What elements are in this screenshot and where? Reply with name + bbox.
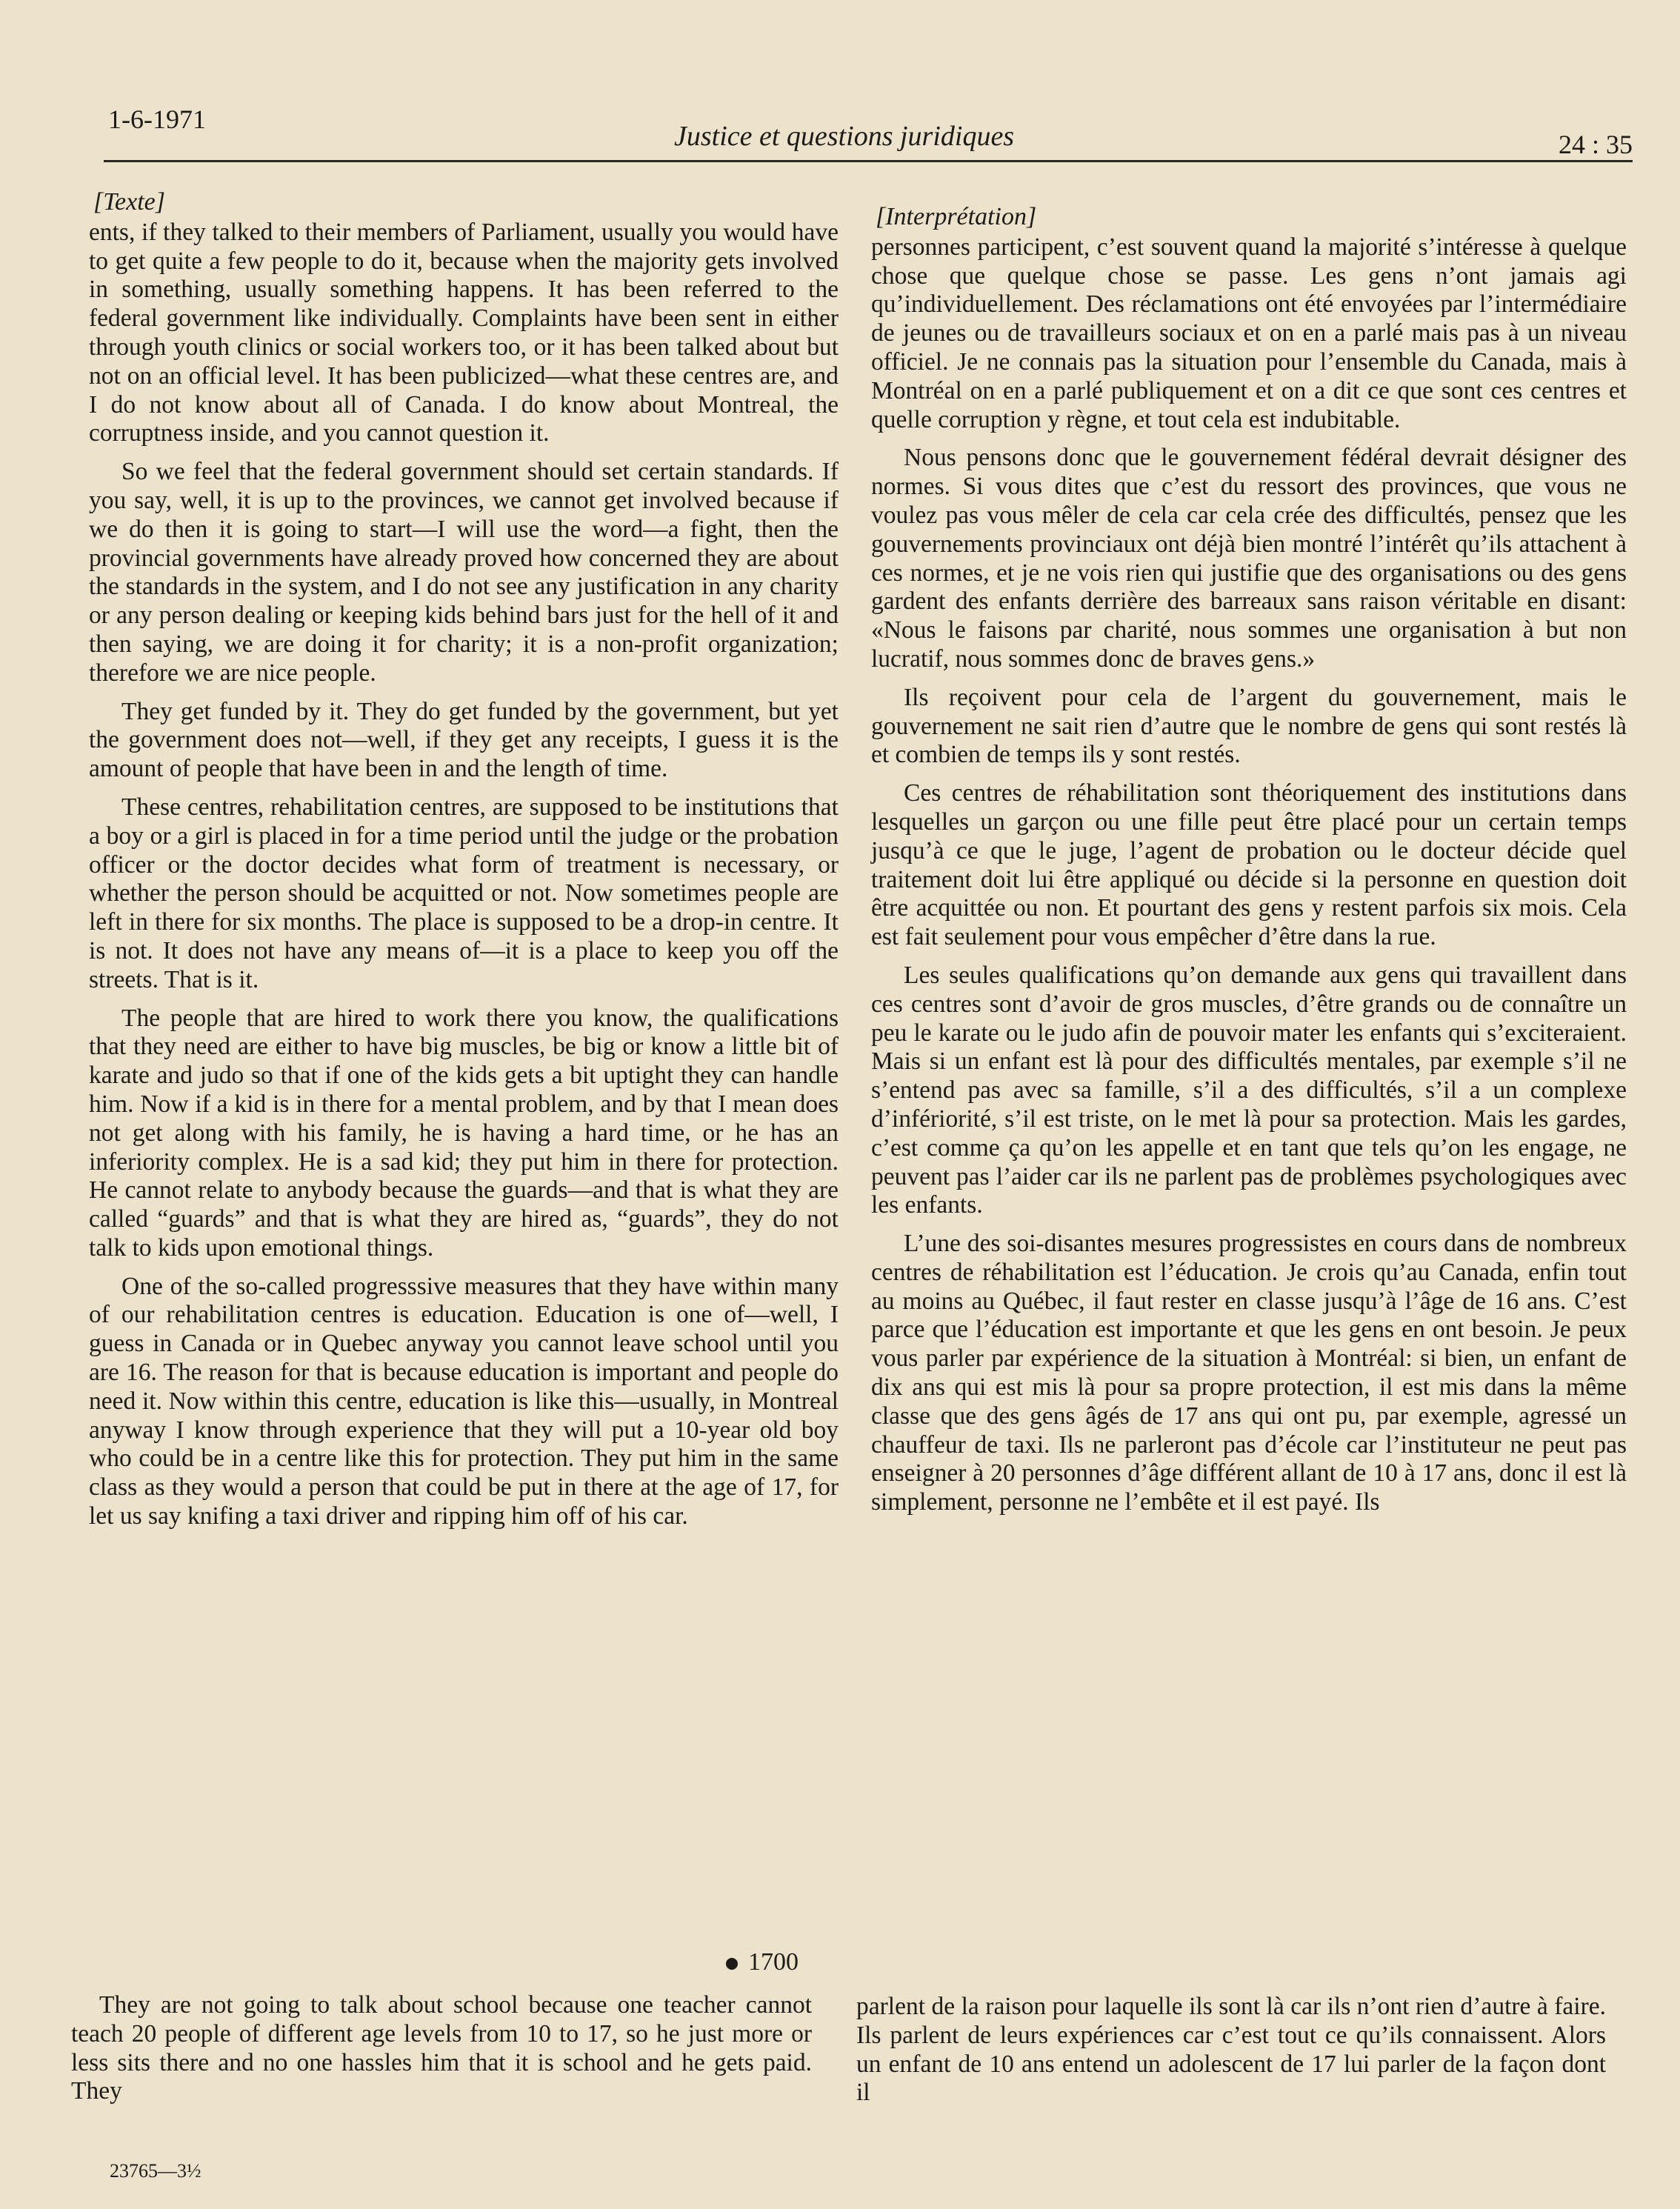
right-paragraph: L’une des soi-disantes mesures progressistes en cours dans de nombreux centres de réhabilitation est l’éducation. Je crois qu’au Canada, enfin tout au moins au Québec, il faut rester en classe jusqu’à l’âge de 16 ans. C’est parce que l’éducation est importante et que les gens en ont besoin. Je peux vous parler par expérience de la situation à Montréal: si bien, un enfant de dix ans qui est mis là pour sa propre protection, il est mis dans la même classe que des gens âgés de 17 ans qui ont pu, par exemple, agressé un chauffeur de taxi. Ils ne parleront pas d’école car l’instituteur ne peut pas enseigner à 20 personnes d’âge différent allant de 10 à 17 ans, donc il est là simplement, personne ne l’embête et il est payé. Ils: [871, 1230, 1627, 1516]
page-header: [104, 104, 1633, 163]
time-marker: [726, 1948, 799, 1976]
right-paragraph: personnes participent, c’est souvent quand la majorité s’intéresse à quelque chose que quelque chose se passe. Les gens n’ont jamais agi qu’individuellement. Des réclamations ont été envoyées par l’intermédiaire de jeunes ou de travailleurs sociaux et on en a parlé mais pas à un niveau officiel. Je ne connais pas la situation pour l’ensemble du Canada, mais à Montréal on en a parlé publiquement et on a dit ce que sont ces centres et quelle corruption y règne, et tout cela est indubitable.: [871, 233, 1627, 433]
left-section-label: [Texte]: [93, 188, 165, 216]
header-page-number: 24 : 35: [1558, 130, 1633, 159]
header-title: Justice et questions juridiques: [674, 121, 1015, 152]
time-marker-label: 1700: [748, 1948, 799, 1976]
header-date: 1-6-1971: [108, 104, 206, 134]
left-paragraph: These centres, rehabilitation centres, are supposed to be institutions that a boy or a girl is placed in for a time period until the judge or the probation officer or the doctor decides what form of treatment is necessary, or whether the person should be acquitted or not. Now sometimes people are left in there for six months. The place is supposed to be a drop-in centre. It is not. It does not have any means of—it is a place to keep you off the streets. That is it.: [89, 793, 839, 993]
left-paragraph: They get funded by it. They do get funded by the government, but yet the government does not—well, if they get any receipts, I guess it is the amount of people that have been in and the length of time.: [89, 697, 839, 783]
left-paragraph: So we feel that the federal government should set certain standards. If you say, well, it is up to the provinces, we cannot get involved because if we do then it is going to start—I will use the word—a fight, then the provincial governments have already proved how concerned they are about the standards in the system, and I do not see any justification in any charity or any person dealing or keeping kids behind bars just for the hell of it and then saying, we are doing it for charity; it is a non-profit organization; therefore we are nice people.: [89, 458, 839, 687]
right-bottom-block: [856, 1993, 1606, 2108]
left-bottom-block: [71, 1991, 812, 2106]
header-rule: [104, 160, 1633, 162]
left-paragraph: ents, if they talked to their members of Parliament, usually you would have to get quite a few people to do it, because when the majority gets involved in something, usually something happens. It has been referred to the federal government like individually. Complaints have been sent in either through youth clinics or social workers too, or it has been talked about but not on an official level. It has been publicized—what these centres are, and I do not know about all of Canada. I do know about Montreal, the corruptness inside, and you cannot question it.: [89, 218, 839, 447]
right-paragraph: Ces centres de réhabilitation sont théoriquement des institutions dans lesquelles un garçon ou une fille peut être placé pour un certain temps jusqu’à ce que le juge, l’agent de probation ou le docteur décide quel traitement doit lui être appliqué ou décide si la personne en question doit être acquittée ou non. Et pourtant des gens y restent parfois six mois. Cela est fait seulement pour vous empêcher d’être dans la rue.: [871, 779, 1627, 951]
left-bottom-paragraph: They are not going to talk about school because one teacher cannot teach 20 people of different age levels from 10 to 17, so he just more or less sits there and no one hassles him that it is school and he gets paid. They: [71, 1991, 812, 2105]
right-section-label: [Interprétation]: [876, 203, 1037, 230]
right-paragraph: Nous pensons donc que le gouvernement fédéral devrait désigner des normes. Si vous dites que c’est du ressort des provinces, que vous ne voulez pas vous mêler de cela car cela crée des difficultés, pensez que les gouvernements provinciaux ont déjà bien montré l’intérêt qu’ils attachent à ces normes, et je ne vois rien qui justifie que des organisations ou des gens gardent des enfants derrière des barreaux sans raison véritable en disant: «Nous le faisons par charité, nous sommes une organisation à but non lucratif, nous sommes donc de braves gens.»: [871, 444, 1627, 673]
right-paragraph: Ils reçoivent pour cela de l’argent du gouvernement, mais le gouvernement ne sait rien d’autre que le nombre de gens qui sont restés là et combien de temps ils y sont restés.: [871, 683, 1627, 769]
bullet-icon: [726, 1958, 738, 1970]
left-paragraph: The people that are hired to work there you know, the qualifications that they need are either to have big muscles, be big or know a little bit of karate and judo so that if one of the kids gets a bit uptight they can handle him. Now if a kid is in there for a mental problem, and by that I mean does not get along with his family, he is having a hard time, or he has an inferiority complex. He is a sad kid; they put him in there for protection. He cannot relate to anybody because the guards—and that is what they are called “guards” and that is what they are hired as, “guards”, they do not talk to kids upon emotional things.: [89, 1004, 839, 1262]
footer-print-code: 23765—3½: [110, 2160, 201, 2182]
right-paragraph: Les seules qualifications qu’on demande aux gens qui travaillent dans ces centres sont d’avoir de gros muscles, d’être grands ou de connaître un peu le karate ou le judo afin de pouvoir mater les enfants qui s’exciteraient. Mais si un enfant est là pour des difficultés mentales, par exemple s’il ne s’entend pas avec sa famille, s’il a des difficultés, s’il a un complexe d’infériorité, s’il est triste, on le met là pour sa protection. Mais les gardes, c’est comme ça qu’on les appelle et en tant que tels qu’on les engage, ne peuvent pas l’aider car ils ne parlent pas de problèmes psychologiques avec les enfants.: [871, 961, 1627, 1219]
left-paragraph: One of the so-called progresssive measures that they have within many of our rehabilitation centres is education. Education is one of—well, I guess in Canada or in Quebec anyway you cannot leave school until you are 16. The reason for that is because education is important and people do need it. Now within this centre, education is like this—usually, in Montreal anyway I know through experience that they will put a 10-year old boy who could be in a centre like this for protection. They put him in the same class as they would a person that could be put in there at the age of 17, for let us say knifing a taxi driver and ripping him off of his car.: [89, 1272, 839, 1530]
right-bottom-paragraph: parlent de la raison pour laquelle ils sont là car ils n’ont rien d’autre à faire. Ils parlent de leurs expériences car c’est tout ce qu’ils connaissent. Alors un enfant de 10 ans entend un adolescent de 17 lui parler de la façon dont il: [856, 1993, 1606, 2107]
left-column: [89, 188, 839, 1541]
right-column: [871, 203, 1627, 1527]
